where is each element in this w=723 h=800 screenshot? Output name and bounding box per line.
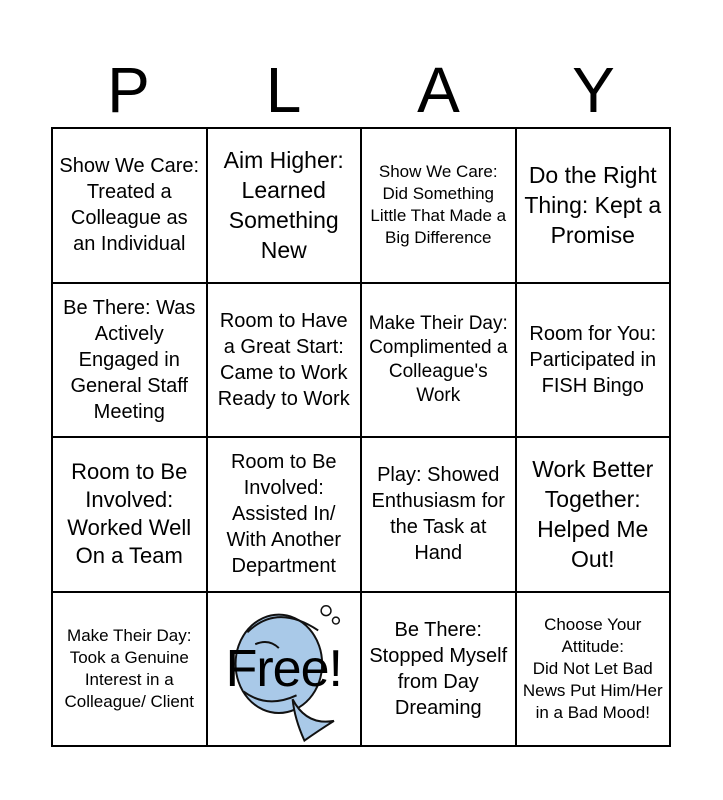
cell-text: Work Better Together: Helped Me Out! [532,456,654,573]
bingo-cell[interactable] [516,283,671,438]
cell-text: Make Their Day: Complimented a Colleague's Work [368,312,508,406]
bingo-cell[interactable] [361,283,516,438]
bingo-cell[interactable] [52,437,207,592]
bingo-cell[interactable] [52,283,207,438]
cell-text: Be There: Was Actively Engaged in General Staff Meeting [63,296,196,423]
bingo-cell[interactable] [361,128,516,283]
bingo-cell[interactable] [361,437,516,592]
bingo-cell[interactable] [516,592,671,747]
cell-text: Show We Care: Did Something Little That Made a Big Difference [370,162,507,248]
bingo-cell[interactable] [207,128,362,283]
header-letter-l: L [265,54,302,126]
bingo-cell[interactable] [361,592,516,747]
cell-text: Be There: Stopped Myself from Day Dreaming [369,618,508,719]
cell-text: Do the Right Thing: Kept a Promise [524,162,662,249]
cell-text: Room to Be Involved: Assisted In/ With Another Department [226,451,341,578]
bingo-cell[interactable] [52,592,207,747]
cell-text: Choose Your Attitude: Did Not Let Bad News Put Him/Her in a Bad Mood! [522,614,663,722]
bingo-card-grid [51,127,671,747]
cell-text: Play: Showed Enthusiasm for the Task at Hand [371,464,505,565]
cell-text: Room to Have a Great Start: Came to Work Ready to Work [217,309,350,410]
bingo-header [51,52,671,128]
free-space-label: Free! [225,639,342,698]
bingo-cell[interactable] [516,128,671,283]
bingo-cell[interactable] [207,437,362,592]
cell-text: Room for You: Participated in FISH Bingo [529,322,657,397]
cell-text: Make Their Day: Took a Genuine Interest in a Colleague/ Client [64,625,194,711]
header-letter-y: Y [572,54,615,126]
header-letter-a: A [417,54,460,126]
header-letter-p: P [107,54,150,126]
bingo-cell[interactable] [516,437,671,592]
cell-text: Show We Care: Treated a Colleague as an Individual [59,155,200,256]
cell-text: Aim Higher: Learned Something New [223,147,344,264]
bingo-cell[interactable] [207,283,362,438]
free-space-cell[interactable] [207,592,362,747]
cell-text: Room to Be Involved: Worked Well On a Team [67,459,192,569]
bingo-cell[interactable] [52,128,207,283]
